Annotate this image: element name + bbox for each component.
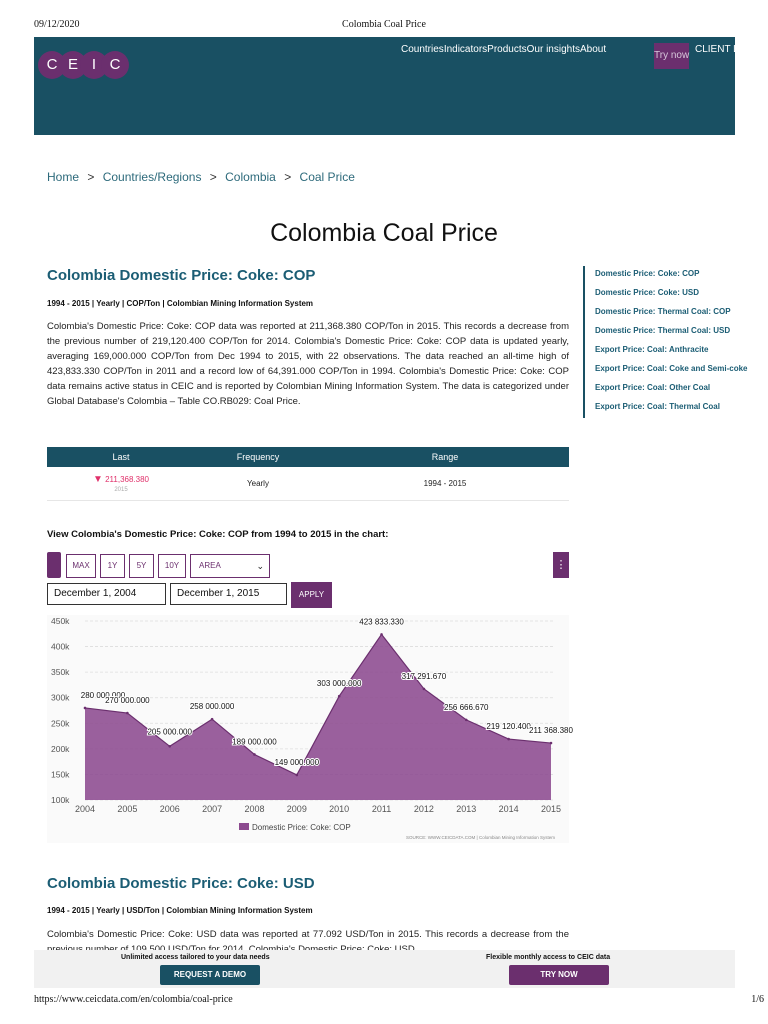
end-date-input[interactable]: December 1, 2015 bbox=[170, 583, 287, 605]
data-label: 270 000.000 bbox=[105, 696, 150, 706]
print-date: 09/12/2020 bbox=[34, 19, 80, 30]
stats-table-header bbox=[47, 447, 569, 467]
print-footer bbox=[0, 992, 768, 1024]
y-tick-label: 200k bbox=[51, 743, 70, 754]
header-range: Range bbox=[431, 452, 459, 462]
last-year: 2015 bbox=[114, 487, 128, 493]
more-options-icon[interactable]: ⋮ bbox=[553, 552, 569, 578]
sidebar-item-export-other[interactable]: Export Price: Coal: Other Coal bbox=[583, 380, 735, 399]
data-label: 149 000.000 bbox=[274, 757, 320, 767]
breadcrumb-separator: > bbox=[87, 170, 95, 184]
print-title: Colombia Coal Price bbox=[342, 19, 426, 30]
x-tick-label: 2004 bbox=[74, 804, 96, 814]
data-point bbox=[338, 695, 341, 698]
try-now-banner-button[interactable]: TRY NOW bbox=[509, 965, 609, 985]
breadcrumb-colombia[interactable]: Colombia bbox=[225, 170, 276, 184]
nav-indicators[interactable]: Indicators bbox=[443, 44, 488, 55]
logo-letter: C bbox=[101, 51, 129, 79]
data-label: 256 666.670 bbox=[444, 702, 489, 712]
legend-label: Domestic Price: Coke: COP bbox=[252, 823, 351, 832]
data-point bbox=[550, 742, 553, 745]
y-tick-label: 300k bbox=[51, 692, 70, 703]
sidebar-item-export-coke[interactable]: Export Price: Coal: Coke and Semi-coke bbox=[583, 361, 735, 380]
print-header bbox=[0, 0, 768, 36]
area-chart bbox=[47, 615, 573, 843]
breadcrumb-countries[interactable]: Countries/Regions bbox=[102, 170, 202, 184]
chart-controls bbox=[47, 552, 569, 578]
range-10y-button[interactable]: 10Y bbox=[158, 554, 186, 578]
range-value: 1994 - 2015 bbox=[423, 479, 467, 488]
data-point bbox=[423, 688, 426, 691]
sidebar-series-list bbox=[583, 266, 748, 418]
client-login-link[interactable]: CLIENT LOG IN bbox=[695, 44, 768, 55]
data-point bbox=[253, 753, 256, 756]
data-label: 205 000.000 bbox=[147, 727, 192, 737]
y-tick-label: 400k bbox=[51, 641, 70, 652]
section-heading-coke-cop: Colombia Domestic Price: Coke: COP bbox=[47, 267, 316, 284]
data-label: 317 291.670 bbox=[401, 671, 447, 681]
try-now-button[interactable]: Try now bbox=[654, 43, 689, 69]
y-tick-label: 450k bbox=[51, 616, 70, 626]
series-description: Colombia's Domestic Price: Coke: COP data was reported at 211,368.380 COP/Ton in 2015. This records a decrease from the previous number of 219,120.400 COP/Ton for 2014. Colombia's Domestic Price: Coke: COP data is updated yearly, averaging 169,000.000 COP/Ton from Dec 1994 to 2015, with 22 observations. The data reached an all-time high of 423,833.330 COP/Ton in 2011 and a record low of 64,391.000 COP/Ton in 1994. Colombia's Domestic Price: Coke: COP data remains active status in CEIC and is reported by Colombian Mining Information System. The data is categorized under Global Database's Colombia – Table CO.RB029: Coal Price. bbox=[47, 321, 569, 407]
sidebar-item-coke-cop[interactable]: Domestic Price: Coke: COP bbox=[583, 266, 735, 285]
breadcrumb-home[interactable]: Home bbox=[47, 170, 80, 184]
breadcrumb-separator: > bbox=[284, 170, 292, 184]
nav-countries[interactable]: Countries bbox=[401, 44, 444, 55]
request-demo-button[interactable]: REQUEST A DEMO bbox=[160, 965, 260, 985]
y-tick-label: 350k bbox=[51, 667, 70, 678]
breadcrumb bbox=[47, 170, 360, 184]
sidebar-item-export-anthracite[interactable]: Export Price: Coal: Anthracite bbox=[583, 342, 735, 361]
data-point bbox=[296, 774, 299, 777]
chart-toggle-button[interactable] bbox=[47, 552, 61, 578]
logo-letter: C bbox=[38, 51, 66, 79]
last-value: 211,368.380 bbox=[105, 475, 150, 484]
print-page-number: 1/6 bbox=[751, 994, 764, 1005]
series-meta: 1994 - 2015 | Yearly | USD/Ton | Colombian Mining Information System bbox=[47, 906, 313, 915]
breadcrumb-coal-price[interactable]: Coal Price bbox=[299, 170, 355, 184]
sidebar-item-thermal-usd[interactable]: Domestic Price: Thermal Coal: USD bbox=[583, 323, 735, 342]
trend-down-icon: ▼ bbox=[92, 474, 103, 485]
start-date-input[interactable]: December 1, 2004 bbox=[47, 583, 166, 605]
page-title: Colombia Coal Price bbox=[270, 219, 498, 247]
chart-type-select[interactable] bbox=[190, 554, 270, 578]
ceic-logo[interactable] bbox=[38, 51, 128, 79]
banner-trial-text: Flexible monthly access to CEIC data bbox=[486, 954, 611, 961]
sidebar-item-export-thermal[interactable]: Export Price: Coal: Thermal Coal bbox=[583, 399, 735, 418]
x-tick-label: 2007 bbox=[202, 804, 223, 814]
last-cell bbox=[47, 467, 195, 500]
chart-svg bbox=[47, 615, 573, 843]
x-tick-label: 2015 bbox=[540, 804, 562, 814]
apply-button[interactable]: APPLY bbox=[291, 582, 332, 608]
y-tick-label: 100k bbox=[51, 795, 70, 805]
y-tick-label: 250k bbox=[51, 718, 70, 729]
nav-about[interactable]: About bbox=[580, 44, 607, 55]
legend-swatch bbox=[239, 823, 249, 830]
logo-letter: I bbox=[80, 51, 108, 79]
data-point bbox=[168, 745, 171, 748]
x-tick-label: 2009 bbox=[286, 804, 307, 814]
y-tick-label: 150k bbox=[51, 769, 70, 780]
stats-table-row bbox=[47, 467, 569, 501]
x-tick-label: 2013 bbox=[456, 804, 477, 814]
data-label: 280 000.000 bbox=[80, 690, 126, 700]
breadcrumb-separator: > bbox=[209, 170, 217, 184]
chart-source: SOURCE: WWW.CEICDATA.COM | Colombian Mining Information System bbox=[405, 835, 555, 840]
sidebar-item-coke-usd[interactable]: Domestic Price: Coke: USD bbox=[583, 285, 735, 304]
print-url: https://www.ceicdata.com/en/colombia/coal-price bbox=[34, 994, 233, 1005]
range-max-button[interactable]: MAX bbox=[66, 554, 96, 578]
header-last: Last bbox=[112, 452, 130, 462]
nav-our-insights[interactable]: Our insights bbox=[526, 44, 580, 55]
chart-heading: View Colombia's Domestic Price: Coke: COP from 1994 to 2015 in the chart: bbox=[47, 529, 389, 540]
series-description: Colombia's Domestic Price: Coke: USD data was reported at 77.092 USD/Ton in 2015. This records a decrease from the bbox=[47, 929, 569, 940]
range-1y-button[interactable]: 1Y bbox=[100, 554, 125, 578]
chart-type-value: AREA bbox=[199, 561, 221, 570]
cta-banner bbox=[34, 950, 735, 988]
x-tick-label: 2006 bbox=[159, 804, 180, 814]
range-5y-button[interactable]: 5Y bbox=[129, 554, 154, 578]
data-label: 423 833.330 bbox=[359, 617, 404, 627]
section-heading-coke-usd: Colombia Domestic Price: Coke: USD bbox=[47, 875, 315, 892]
x-tick-label: 2010 bbox=[329, 804, 350, 814]
data-point bbox=[211, 718, 214, 721]
data-point bbox=[465, 719, 468, 722]
data-point bbox=[126, 712, 129, 715]
data-label: 303 000.000 bbox=[316, 679, 362, 689]
stats-table bbox=[47, 447, 569, 501]
x-tick-label: 2014 bbox=[498, 804, 519, 814]
data-label: 211 368.380 bbox=[529, 726, 573, 736]
main-nav bbox=[401, 44, 768, 61]
x-tick-label: 2011 bbox=[371, 804, 392, 814]
top-navigation-bar bbox=[34, 37, 768, 135]
logo-letter: E bbox=[59, 51, 87, 79]
data-label: 189 000.000 bbox=[232, 737, 277, 747]
sidebar-item-thermal-cop[interactable]: Domestic Price: Thermal Coal: COP bbox=[583, 304, 735, 323]
header-frequency: Frequency bbox=[236, 452, 280, 462]
nav-products[interactable]: Products bbox=[487, 44, 527, 55]
series-meta: 1994 - 2015 | Yearly | COP/Ton | Colombian Mining Information System bbox=[47, 299, 314, 308]
banner-demo-text: Unlimited access tailored to your data needs bbox=[121, 954, 270, 961]
data-label: 219 120.400 bbox=[486, 722, 531, 732]
data-point bbox=[507, 738, 510, 741]
x-tick-label: 2005 bbox=[117, 804, 138, 814]
data-point bbox=[380, 633, 383, 636]
data-label: 258 000.000 bbox=[189, 702, 235, 712]
chevron-down-icon: ⌄ bbox=[256, 561, 264, 571]
data-point bbox=[84, 707, 87, 710]
x-tick-label: 2008 bbox=[244, 804, 265, 814]
frequency-value: Yearly bbox=[247, 479, 269, 488]
x-tick-label: 2012 bbox=[413, 804, 434, 814]
